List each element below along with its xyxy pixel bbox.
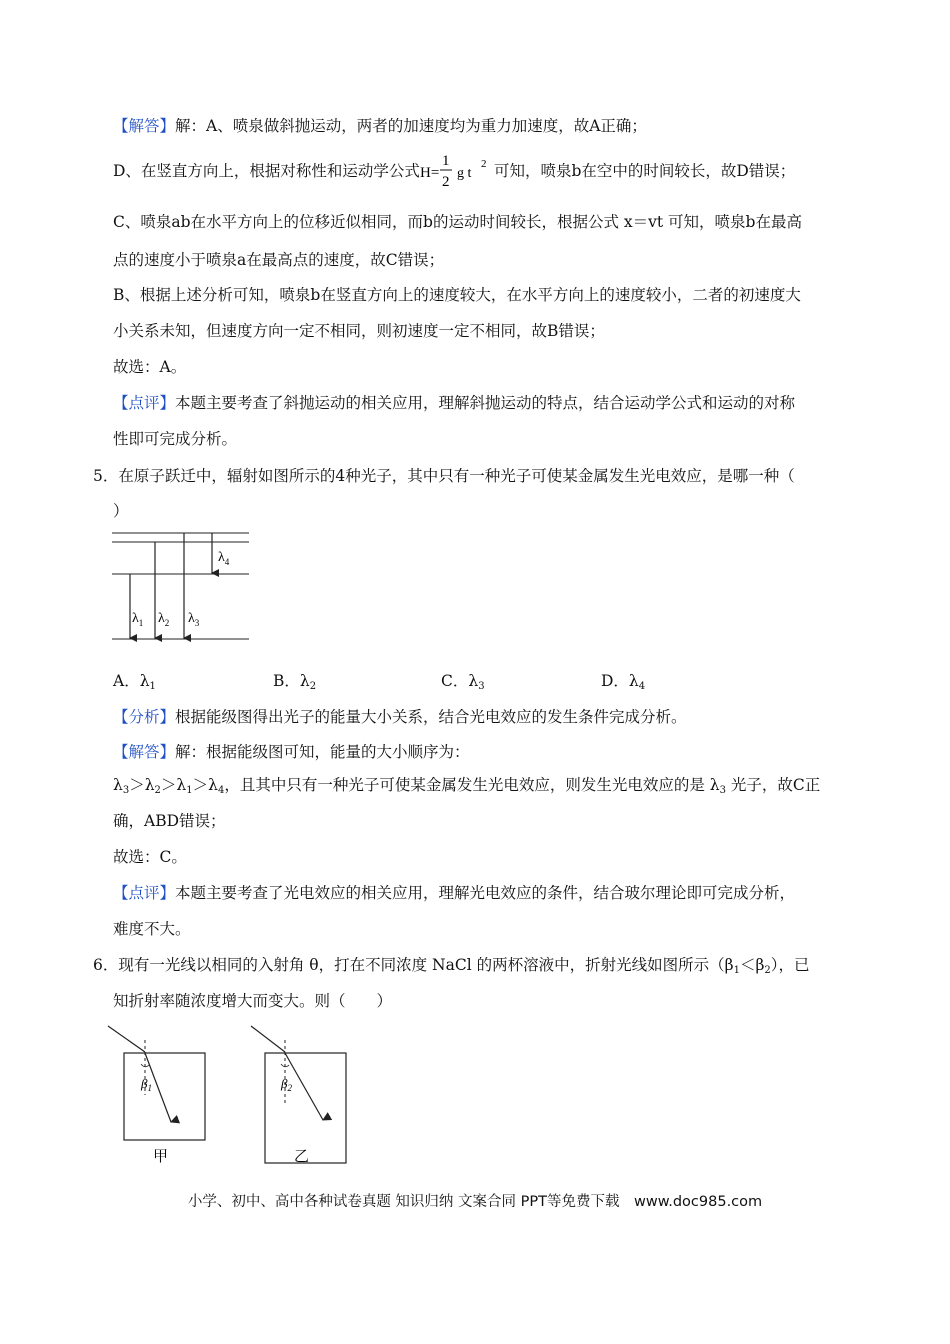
q5-answer-line-3: 确，ABD错误； <box>113 812 226 830</box>
beaker-jia <box>124 1053 205 1140</box>
beta2-label: $\beta_2$ <box>281 1076 292 1093</box>
q4-comment-line-2: 性即可完成分析。 <box>113 430 238 448</box>
q4-answer-line-b1: B、根据上述分析可知，喷泉b在竖直方向上的速度较大，在水平方向上的速度较小，二者的初速度大 <box>113 286 801 304</box>
q5-comment-line-2: 难度不大。 <box>113 920 191 938</box>
answer-tag: 【解答】 <box>113 117 176 135</box>
energy-level-diagram <box>108 528 253 646</box>
comment-tag: 【点评】 <box>113 884 176 902</box>
q4-answer-line-c2: 点的速度小于喷泉a在最高点的速度，故C错误； <box>113 251 445 269</box>
q5-option-d[interactable]: D．$\lambda_4$ <box>601 672 646 692</box>
q5-stem-line-1: 5．在原子跃迁中，辐射如图所示的4种光子，其中只有一种光子可使某金属发生光电效应，是哪一种（ <box>93 467 795 485</box>
label-lambda1: $\lambda_1$ <box>132 611 144 628</box>
caption-yi: 乙 <box>294 1149 310 1165</box>
formula-lhs: H= <box>419 165 440 181</box>
formula-den: 2 <box>441 174 450 190</box>
q5-option-c[interactable]: C．$\lambda_3$ <box>441 672 485 692</box>
formula-rest: g t <box>456 166 472 181</box>
q4-answer-line-b2: 小关系未知，但速度方向一定不相同，则初速度一定不相同，故B错误； <box>113 322 605 340</box>
q4-answer-line-d: D、在竖直方向上，根据对称性和运动学公式 H= 1 2 g t 2 可知，喷泉b在空中的时间较长，故D错误； <box>113 153 796 190</box>
answer-tag: 【解答】 <box>113 743 176 761</box>
page-footer: 小学、初中、高中各种试卷真题 知识归纳 文案合同 PPT等免费下载 www.doc985.com <box>187 1194 763 1210</box>
incident-ray-jia <box>108 1026 145 1052</box>
q5-stem-line-2: ） <box>113 502 129 520</box>
q6-stem-line-2: 知折射率随浓度增大而变大。则（ ） <box>113 992 393 1010</box>
q4-select: 故选：A。 <box>113 358 187 376</box>
q6-stem-line-1: 6．现有一光线以相同的入射角 θ，打在不同浓度 NaCl 的两杯溶液中，折射光线如图所示$(\beta_1<\beta_2)$，已 <box>93 956 810 976</box>
q5-option-b[interactable]: B．$\lambda_2$ <box>273 672 317 692</box>
q5-answer-order: $\lambda_3>\lambda_2>\lambda_1>\lambda_4$，且其中只有一种光子可使某金属发生光电效应，则发生光电效应的是 $\lambda_3$ 光子，故C正 <box>113 776 821 796</box>
formula-num: 1 <box>441 153 450 169</box>
beta1-label: $\beta_1$ <box>141 1076 152 1093</box>
q4-answer-line-c1: C、喷泉ab在水平方向上的位移近似相同，而b的运动时间较长，根据公式 x＝vt 可知，喷泉b在最高 <box>113 213 802 231</box>
comment-tag: 【点评】 <box>113 394 176 412</box>
q5-option-a[interactable]: A．$\lambda_1$ <box>113 672 156 692</box>
q5-answer-line-1: 【解答】解：根据能级图可知，能量的大小顺序为： <box>113 743 470 761</box>
caption-jia: 甲 <box>153 1149 169 1165</box>
label-lambda3: $\lambda_3$ <box>188 611 200 628</box>
q4-comment-line-1: 【点评】本题主要考查了斜抛运动的相关应用，理解斜抛运动的特点，结合运动学公式和运动的对称 <box>113 394 796 412</box>
beaker-yi <box>265 1053 346 1163</box>
q5-select: 故选：C。 <box>113 848 187 866</box>
kinematics-formula <box>419 153 494 190</box>
analysis-tag: 【分析】 <box>113 708 176 726</box>
q4-answer-line-1: 【解答】解：A、喷泉做斜抛运动，两者的加速度均为重力加速度，故A正确； <box>113 117 647 135</box>
q5-comment-line-1: 【点评】本题主要考查了光电效应的相关应用，理解光电效应的条件，结合玻尔理论即可完成分析， <box>113 884 796 902</box>
refraction-diagram <box>105 1020 365 1170</box>
formula-exp: 2 <box>480 158 487 170</box>
label-lambda4: $\lambda_4$ <box>218 550 230 567</box>
incident-ray-yi <box>251 1026 285 1052</box>
label-lambda2: $\lambda_2$ <box>158 611 170 628</box>
q5-analysis: 【分析】根据能级图得出光子的能量大小关系，结合光电效应的发生条件完成分析。 <box>113 708 687 726</box>
